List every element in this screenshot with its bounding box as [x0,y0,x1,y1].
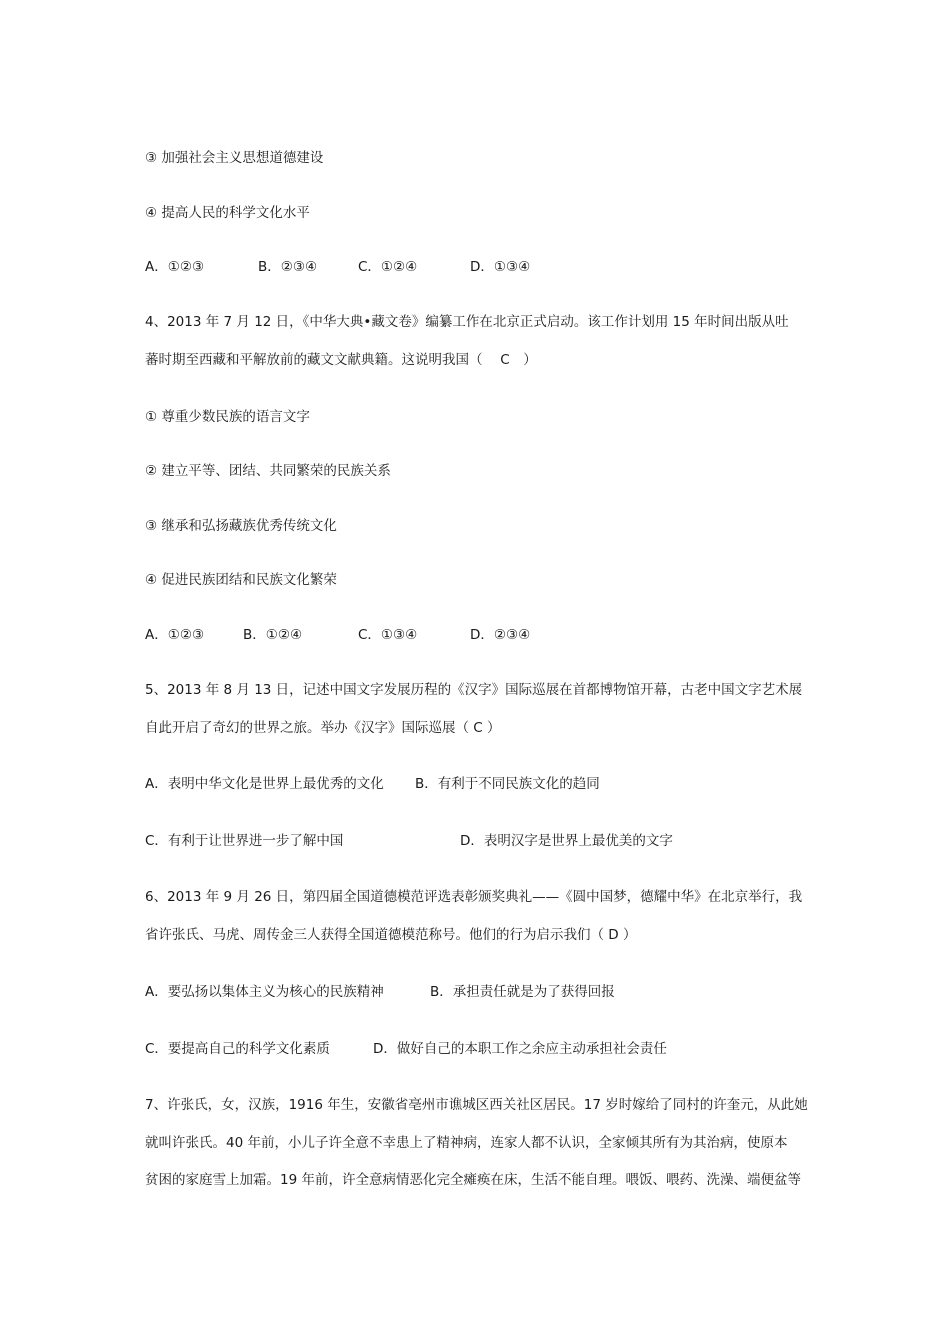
q7-stem-line-3: 贫困的家庭雪上加霜。19 年前，许全意病情恶化完全瘫痪在床，生活不能自理。喂饭、喂药、洗澡、端便盆等 [145,1172,801,1188]
q4-option-a: A．①②③ [145,627,205,643]
q4-option-d: D．②③④ [470,627,531,643]
q5-option-d: D．表明汉字是世界上最优美的文字 [460,833,673,849]
q4-stem-line-1: 4、2013 年 7 月 12 日，《中华大典•藏文卷》编纂工作在北京正式启动。该工作计划用 15 年时间出版从吐 [145,314,789,330]
q5-stem-line-2: 自此开启了奇幻的世界之旅。举办《汉字》国际巡展（ C ） [145,720,501,736]
q5-option-c: C．有利于让世界进一步了解中国 [145,833,344,849]
q3-option-d: D．①③④ [470,259,531,275]
q3-option-c: C．①②④ [358,259,418,275]
q4-statement-3: ③ 继承和弘扬藏族优秀传统文化 [145,518,337,534]
q3-option-b: B．②③④ [258,259,318,275]
q3-statement-4: ④ 提高人民的科学文化水平 [145,205,310,221]
q4-statement-2: ② 建立平等、团结、共同繁荣的民族关系 [145,463,391,479]
q6-stem-line-1: 6、2013 年 9 月 26 日，第四届全国道德模范评选表彰颁奖典礼——《圆中国梦，德耀中华》在北京举行，我 [145,889,803,905]
q6-option-b: B．承担责任就是为了获得回报 [430,984,615,1000]
q3-statement-3: ③ 加强社会主义思想道德建设 [145,150,324,166]
q4-option-c: C．①③④ [358,627,418,643]
q4-statement-4: ④ 促进民族团结和民族文化繁荣 [145,572,337,588]
q6-option-c: C．要提高自己的科学文化素质 [145,1041,330,1057]
q7-stem-line-2: 就叫许张氏。40 年前，小儿子许全意不幸患上了精神病，连家人都不认识，全家倾其所有为其治病，使原本 [145,1135,788,1151]
q3-option-a: A．①②③ [145,259,205,275]
q5-option-a: A．表明中华文化是世界上最优秀的文化 [145,776,384,792]
q5-option-b: B．有利于不同民族文化的趋同 [415,776,600,792]
q6-stem-line-2: 省许张氏、马虎、周传金三人获得全国道德模范称号。他们的行为启示我们（ D ） [145,927,637,943]
q4-statement-1: ① 尊重少数民族的语言文字 [145,409,310,425]
q6-option-d: D．做好自己的本职工作之余应主动承担社会责任 [373,1041,667,1057]
q4-stem-line-2: 蕃时期至西藏和平解放前的藏文文献典籍。这说明我国（ C ） [145,352,537,368]
q7-stem-line-1: 7、许张氏，女，汉族，1916 年生，安徽省亳州市谯城区西关社区居民。17 岁时嫁给了同村的许奎元，从此她 [145,1097,808,1113]
q6-option-a: A．要弘扬以集体主义为核心的民族精神 [145,984,384,1000]
q5-stem-line-1: 5、2013 年 8 月 13 日，记述中国文字发展历程的《汉字》国际巡展在首都博物馆开幕，古老中国文字艺术展 [145,682,803,698]
q4-option-b: B．①②④ [243,627,303,643]
